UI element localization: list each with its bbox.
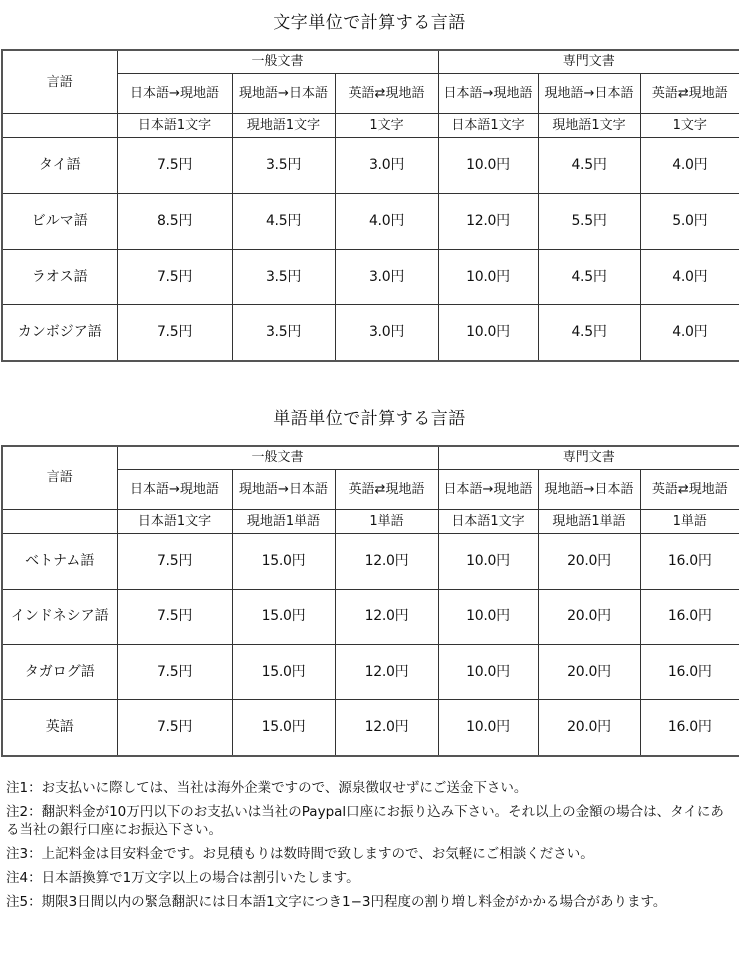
price-cell: 12.0円 [335,700,438,756]
price-cell: 15.0円 [232,589,335,644]
price-cell: 7.5円 [117,249,232,305]
price-cell: 4.0円 [640,249,739,305]
group-specialized: 専門文書 [438,50,739,73]
table-row [2,138,739,194]
group-general: 一般文書 [117,50,438,73]
table1-title: 文字単位で計算する言語 [273,13,466,33]
unit-header: 1文字 [335,114,438,138]
price-cell: 16.0円 [640,534,739,589]
price-cell: 16.0円 [640,700,739,756]
unit-header: 現地語1文字 [538,114,640,138]
direction-header: 日本語→現地語 [438,469,538,509]
unit-header: 現地語1単語 [538,509,640,533]
table-word-pricing [1,445,739,757]
direction-header: 日本語→現地語 [438,73,538,113]
note-1: 注1：お支払いに際しては、当社は海外企業ですので、源泉徴収せずにご送金下さい。 [6,780,528,796]
table-row [2,194,739,250]
price-cell: 20.0円 [538,534,640,589]
table-row [2,305,739,361]
price-cell: 3.5円 [232,138,335,194]
table2-title: 単語単位で計算する言語 [273,409,466,429]
language-name: ビルマ語 [2,194,117,250]
price-cell: 20.0円 [538,589,640,644]
price-cell: 4.0円 [640,305,739,361]
direction-header: 現地語→日本語 [538,73,640,113]
price-cell: 4.5円 [538,249,640,305]
unit-header: 日本語1文字 [117,509,232,533]
price-cell: 7.5円 [117,589,232,644]
direction-header: 現地語→日本語 [538,469,640,509]
price-cell: 15.0円 [232,645,335,700]
price-cell: 15.0円 [232,534,335,589]
price-cell: 3.5円 [232,305,335,361]
note-3: 注3：上記料金は目安料金です。お見積もりは数時間で致しますので、お気軽にご相談ください。 [6,846,594,862]
notes-section [6,779,736,917]
price-cell: 3.5円 [232,249,335,305]
lang-header: 言語 [2,446,117,509]
unit-header: 日本語1文字 [438,509,538,533]
unit-header: 現地語1文字 [232,114,335,138]
price-cell: 10.0円 [438,534,538,589]
group-general: 一般文書 [117,446,438,469]
price-cell: 12.0円 [335,534,438,589]
price-cell: 5.5円 [538,194,640,250]
price-cell: 15.0円 [232,700,335,756]
price-cell: 7.5円 [117,534,232,589]
price-cell: 8.5円 [117,194,232,250]
price-cell: 4.5円 [232,194,335,250]
price-cell: 7.5円 [117,700,232,756]
direction-header: 日本語→現地語 [117,469,232,509]
direction-header: 英語⇄現地語 [640,73,739,113]
language-name: タイ語 [2,138,117,194]
table-row [2,645,739,700]
price-cell: 10.0円 [438,700,538,756]
direction-header: 現地語→日本語 [232,73,335,113]
price-cell: 12.0円 [335,589,438,644]
price-cell: 5.0円 [640,194,739,250]
unit-header: 1単語 [335,509,438,533]
price-cell: 4.0円 [640,138,739,194]
price-cell: 10.0円 [438,645,538,700]
language-name: ラオス語 [2,249,117,305]
price-cell: 12.0円 [335,645,438,700]
price-cell: 7.5円 [117,305,232,361]
unit-header: 日本語1文字 [117,114,232,138]
price-cell: 3.0円 [335,249,438,305]
direction-header: 現地語→日本語 [232,469,335,509]
unit-header-empty [2,114,117,138]
note-4: 注4：日本語換算で1万文字以上の場合は割引いたします。 [6,870,360,886]
price-cell: 4.5円 [538,305,640,361]
price-cell: 7.5円 [117,645,232,700]
language-name: ベトナム語 [2,534,117,589]
note-5: 注5：期限3日間以内の緊急翻訳には日本語1文字につき1−3円程度の割り増し料金がかかる場合があります。 [6,894,667,910]
direction-header: 英語⇄現地語 [335,469,438,509]
note-2: 注2：翻訳料金が10万円以下のお支払いは当社のPaypal口座にお振り込み下さい。それ以上の金額の場合は、タイにある当社の銀行口座にお振込下さい。 [6,804,724,838]
price-cell: 3.0円 [335,305,438,361]
group-specialized: 専門文書 [438,446,739,469]
price-cell: 12.0円 [438,194,538,250]
unit-header: 1単語 [640,509,739,533]
direction-header: 英語⇄現地語 [640,469,739,509]
price-cell: 10.0円 [438,138,538,194]
price-cell: 16.0円 [640,645,739,700]
table-row [2,589,739,644]
direction-header: 日本語→現地語 [117,73,232,113]
unit-header-empty [2,509,117,533]
unit-header: 1文字 [640,114,739,138]
price-cell: 20.0円 [538,700,640,756]
language-name: カンボジア語 [2,305,117,361]
language-name: 英語 [2,700,117,756]
table-row [2,249,739,305]
unit-header: 現地語1単語 [232,509,335,533]
language-name: インドネシア語 [2,589,117,644]
price-cell: 10.0円 [438,589,538,644]
table-row [2,700,739,756]
table-char-pricing [1,49,739,362]
table-row [2,534,739,589]
price-cell: 4.0円 [335,194,438,250]
price-cell: 20.0円 [538,645,640,700]
price-cell: 10.0円 [438,305,538,361]
direction-header: 英語⇄現地語 [335,73,438,113]
price-cell: 7.5円 [117,138,232,194]
price-cell: 3.0円 [335,138,438,194]
price-cell: 10.0円 [438,249,538,305]
unit-header: 日本語1文字 [438,114,538,138]
price-cell: 4.5円 [538,138,640,194]
price-cell: 16.0円 [640,589,739,644]
lang-header: 言語 [2,50,117,114]
language-name: タガログ語 [2,645,117,700]
